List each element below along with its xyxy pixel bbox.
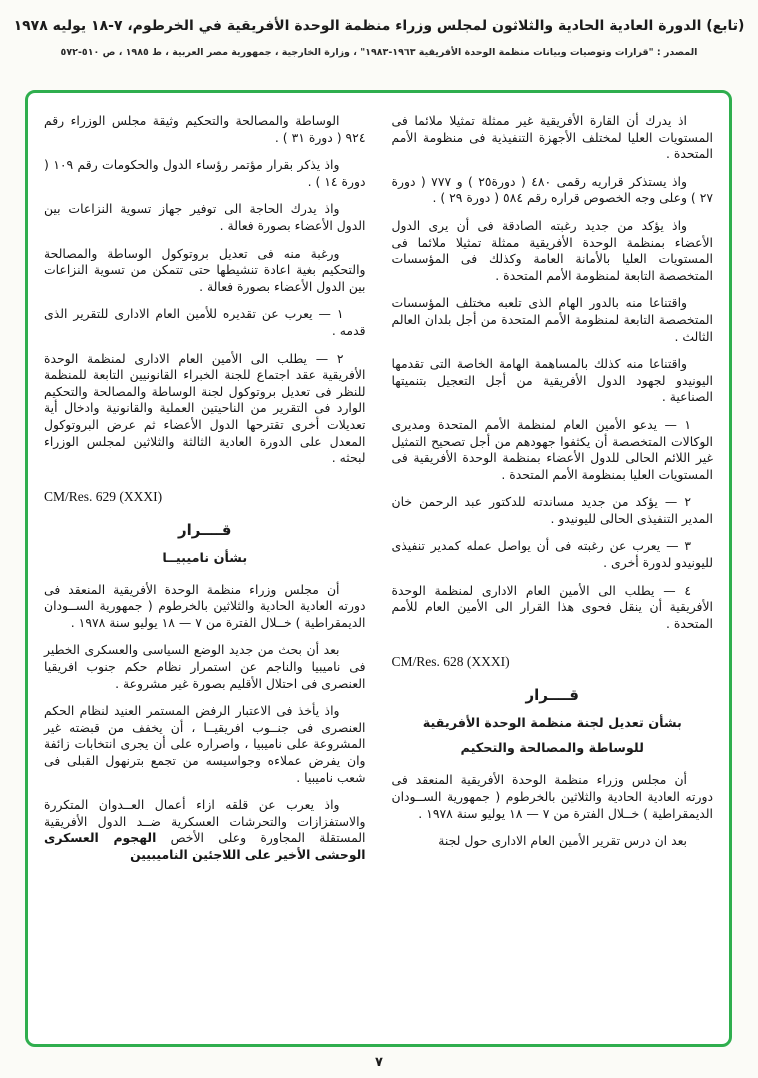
numbered-clause: ١ — يعرب عن تقديره للأمين العام الادارى للتقرير الذى قدمه .	[44, 306, 366, 338]
source-citation: المصدر : "قرارات وتوصيات وبيانات منظمة الوحدة الأفريقية ١٩٦٣-١٩٨٣" ، وزارة الخارجية ، جمهورية مصر العربية ، ط ١٩٨٥ ، ص ٥١٠-٥٧٢	[60, 47, 698, 58]
paragraph: اذ يدرك أن القارة الأفريقية غير ممثلة تمثيلا ملائما فى المستويات العليا لمختلف الأجهزة التنفيذية فى منظومة الأمم المتحدة .	[391, 113, 713, 162]
paragraph: واذ يستذكر قراريه رقمى ٤٨٠ ( دورة٢٥ ) و ٧٧٧ ( دورة ٢٧ ) وعلى وجه الخصوص قراره رقم ٥٨٤ ( دورة ٢٩ ) .	[391, 173, 713, 206]
paragraph: أن مجلس وزراء منظمة الوحدة الأفريقية المنعقد فى دورته العادية الحادية والثلاثين بالخرطوم ( جمهورية الســودان الديمقراطية ) خــلال الفترة من ٧ — ١٨ يوليو سنة ١٩٧٨ .	[391, 772, 713, 821]
paragraph: أن مجلس وزراء منظمة الوحدة الأفريقية المنعقد فى دورته العادية الحادية والثلاثين بالخرطوم ( جمهورية الســودان الديمقراطية ) خــلال الفترة من ٧ — ١٨ يوليو سنة ١٩٧٨ .	[44, 581, 366, 630]
paragraph: واذ يؤكد من جديد رغبته الصادقة فى أن يرى الدول الأعضاء بمنظمة الوحدة الأفريقية ممثلة تمثيلا ملائما فى المستويات العليا بالأمانة العامة وكذلك فى المؤسسات المتخصصة التابعة لمنظومة الأمم المتحدة .	[391, 217, 713, 283]
right-column	[392, 113, 714, 1032]
resolution-code: CM/Res. 628 (XXXI)	[391, 654, 510, 670]
paragraph: بعد ان درس تقرير الأمين العام الادارى حول لجنة	[438, 833, 687, 849]
resolution-subject: بشأن ناميبيــا	[162, 550, 248, 566]
numbered-clause: ١ — يدعو الأمين العام لمنظمة الأمم المتحدة ومديرى الوكالات المتخصصة أن يكثفوا جهودهم من أجل تصحيح التمثيل غير اللائم الحالى للدول الأعضاء بمنظمة الوحدة الأفريقية فى المستويات العليا بمنظومة الأمم المتحدة .	[391, 416, 713, 482]
paragraph: الوساطة والمصالحة والتحكيم وثيقة مجلس الوزراء رقم ٩٢٤ ( دورة ٣١ ) .	[44, 113, 366, 145]
paragraph: بعد أن بحث من جديد الوضع السياسى والعسكرى الخطير فى ناميبيا والناجم عن استمرار نظام حكم جنوب افريقيا العنصرى فى احتلال الأقليم بصورة غير مشروعة .	[44, 642, 366, 691]
paragraph: واذ يذكر بقرار مؤتمر رؤساء الدول والحكومات رقم ١٠٩ ( دورة ١٤ ) .	[44, 157, 366, 189]
resolution-subject: بشأن تعديل لجنة منظمة الوحدة الأفريقية	[422, 716, 682, 732]
resolution-code: CM/Res. 629 (XXXI)	[44, 488, 163, 504]
paragraph: واقتناعا منه كذلك بالمساهمة الهامة الخاصة التى تقدمها اليونيدو لجهود الدول الأفريقية من أجل التعجيل بتنميتها الصناعية .	[391, 356, 713, 405]
page-title: (تابع) الدورة العادية الحادية والثلاثون لمجلس وزراء منظمة الوحدة الأفريقية في الخرطوم، ٧-١٨ يوليه ١٩٧٨	[13, 18, 745, 34]
numbered-clause: ٢ — يؤكد من جديد مساندته للدكتور عبد الرحمن خان المدير التنفيذى الحالى لليونيدو .	[391, 494, 713, 526]
left-column	[44, 113, 366, 1032]
resolution-subject: للوساطة والمصالحة والتحكيم	[460, 741, 644, 757]
numbered-clause: ٢ — يطلب الى الأمين العام الادارى لمنظمة الوحدة الأفريقية عقد اجتماع للجنة الخبراء القانونيين التابعة للمنظمة للنظر فى تعديل بروتوكول لجنة الوساطة والمصالحة والتحكيم الوارد فى التقرير من الناحيتين العملية والقانونية وادخال أية تعديلات أخرى تقترحها الدول الأعضاء ثم عرض البروتوكول المعدل على الدورة العادية الثالثة والثلاثين لمجلس الوزراء لبحثه .	[44, 350, 366, 466]
closing-paragraph	[44, 797, 366, 863]
numbered-clause: ٤ — يطلب الى الأمين العام الادارى لمنظمة الوحدة الأفريقية أن ينقل فحوى هذا القرار الى الأمين العام للأمم المتحدة .	[391, 582, 713, 631]
page-number: ٧	[375, 1055, 383, 1070]
resolution-heading: قــــرار	[178, 520, 232, 539]
closing-paragraph-bold-text: الهجوم العسكرى الوحشى الأخير على اللاجئين الناميبيين	[44, 830, 366, 862]
paragraph: واقتناعا منه بالدور الهام الذى تلعبه مختلف المؤسسات المتخصصة التابعة لمنظومة الأمم المتحدة من أجل بلدان العالم الثالث .	[391, 295, 713, 344]
content-border-box	[25, 90, 732, 1047]
two-column-layout	[28, 93, 729, 1044]
page-footer	[0, 1051, 758, 1070]
closing-paragraph-text: واذ يعرب عن قلقه ازاء أعمال العــدوان المتكررة والاستفزازات والتحرشات العسكرية ضــد الدول الأفريقية المستقلة المجاورة وعلى الأخص	[44, 797, 366, 846]
resolution-heading: قــــرار	[525, 686, 579, 705]
paragraph: ورغبة منه فى تعديل بروتوكول الوساطة والمصالحة والتحكيم بغية اعادة تنشيطها حتى تتمكن من تسوية النزاعات بين الدول الأعضاء بصورة فعالة .	[44, 245, 366, 294]
paragraph: واذ يدرك الحاجة الى توفير جهاز تسوية النزاعات بين الدول الأعضاء بصورة فعالة .	[44, 201, 366, 233]
numbered-clause: ٣ — يعرب عن رغبته فى أن يواصل عمله كمدير تنفيذى لليونيدو لدورة أخرى .	[391, 538, 713, 571]
paragraph: واذ يأخذ فى الاعتبار الرفض المستمر العنيد لنظام الحكم العنصرى فى جنــوب افريقيــا ، أن يخفف من قبضته غير المشروعة على ناميبيا ، واصراره على أن يجرى انتخابات زائفة وان يفرض عملاءه وجواسيسه من تجمع بترنهول القبلى فى شعب ناميبيا .	[44, 703, 366, 785]
